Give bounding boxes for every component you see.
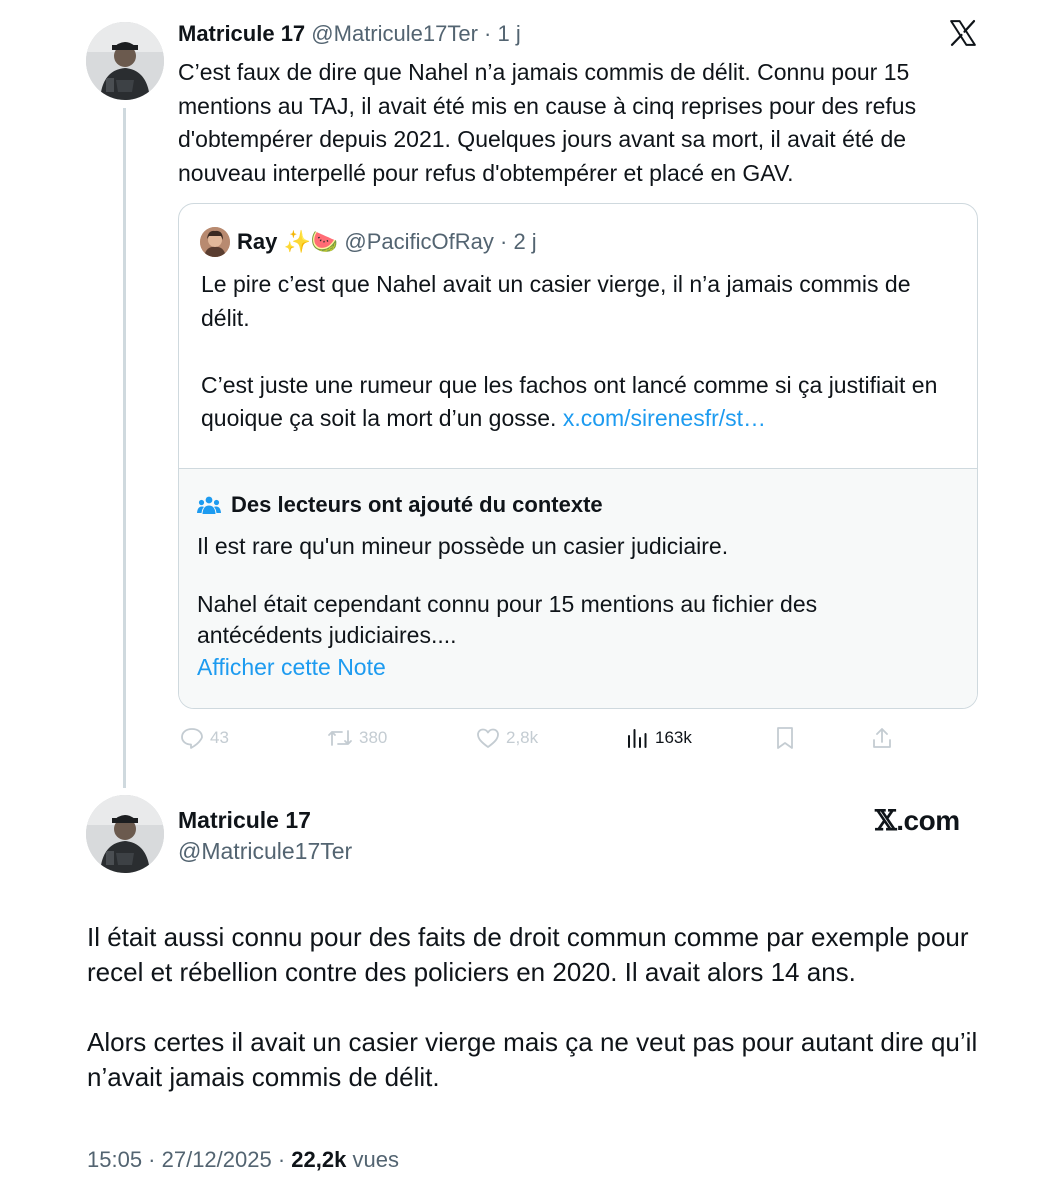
bookmark-button[interactable]	[774, 724, 802, 752]
views-button[interactable]	[625, 724, 692, 752]
views-count: 163k	[655, 728, 692, 747]
heart-icon	[476, 727, 500, 749]
community-note	[179, 468, 977, 709]
author-handle[interactable]: @Matricule17Ter	[311, 21, 478, 46]
separator-dot: ·	[271, 1147, 292, 1172]
repost-count: 380	[359, 728, 388, 747]
tweet2-views-count: 22,2k	[291, 1147, 347, 1172]
repost-button[interactable]	[327, 724, 387, 752]
reply-icon	[180, 727, 204, 749]
separator-dot: ·	[493, 229, 514, 254]
separator-dot: ·	[477, 21, 498, 46]
quote-paragraph: Le pire c’est que Nahel avait un casier vierge, il n’a jamais commis de délit.	[201, 271, 911, 331]
share-icon	[870, 726, 894, 750]
tweet1-header	[178, 20, 521, 48]
avatar[interactable]	[86, 795, 164, 873]
people-icon	[197, 495, 221, 515]
x-com-logo	[875, 805, 960, 837]
quote-paragraph-text: C’est juste une rumeur que les fachos ont lancé comme si ça justifiait en quoique ça soit la mort d’un gosse.	[201, 371, 938, 431]
repost-icon	[327, 727, 353, 749]
tweet2-author-handle[interactable]: @Matricule17Ter	[178, 838, 353, 864]
quote-paragraph	[201, 369, 961, 436]
like-button[interactable]	[476, 724, 538, 752]
quote-text	[201, 268, 961, 436]
community-note-title-text: Des lecteurs ont ajouté du contexte	[231, 492, 603, 517]
quote-header	[237, 228, 537, 256]
x-logo-icon[interactable]	[948, 18, 978, 48]
quote-time[interactable]: 2 j	[513, 229, 537, 254]
avatar[interactable]	[86, 22, 164, 100]
tweet2-views-label: vues	[352, 1147, 399, 1172]
tweet2-paragraph: Alors certes il avait un casier vierge mais ça ne veut pas pour autant dire qu’il n’avait jamais commis de délit.	[87, 1027, 978, 1092]
community-note-body	[197, 531, 937, 651]
author-name[interactable]: Matricule 17	[178, 21, 306, 46]
tweet-time[interactable]: 1 j	[497, 21, 521, 46]
tweet2-text	[87, 920, 1027, 1095]
show-note-link[interactable]: Afficher cette Note	[197, 654, 386, 680]
share-button[interactable]	[870, 724, 900, 752]
thread-line	[123, 108, 126, 788]
tweet1-text: C’est faux de dire que Nahel n’a jamais commis de délit. Connu pour 15 mentions au TAJ, il avait été mis en cause à cinq reprises pour des refus d'obtempérer depuis 2021. Quelques jours avant sa mort, il avait été de nouveau interpellé pour refus d'obtempérer et placé en GAV.	[178, 59, 917, 186]
quote-avatar[interactable]	[200, 227, 230, 257]
tweet2-timestamp[interactable]: 15:05 · 27/12/2025	[87, 1147, 272, 1172]
reply-count: 43	[210, 728, 229, 747]
community-note-title	[197, 491, 603, 519]
note-paragraph: Il est rare qu'un mineur possède un casier judiciaire.	[197, 533, 729, 559]
quote-author-emoji: ✨🍉	[283, 229, 339, 254]
bookmark-icon	[774, 726, 796, 750]
quote-author-name[interactable]: Ray	[237, 229, 278, 254]
x-brand-text: .com	[896, 805, 960, 836]
x-brand-mark: 𝕏	[875, 804, 897, 837]
note-paragraph: Nahel était cependant connu pour 15 mentions au fichier des antécédents judiciaires....	[197, 591, 818, 648]
bar-chart-icon	[625, 727, 649, 749]
quoted-tweet[interactable]	[178, 203, 978, 709]
reply-button[interactable]	[180, 724, 229, 752]
like-count: 2,8k	[506, 728, 539, 747]
tweet2-meta	[87, 1146, 399, 1174]
tweet2-author-name[interactable]: Matricule 17	[178, 807, 311, 833]
tweet2-paragraph: Il était aussi connu pour des faits de droit commun comme par exemple pour recel et rébellion contre des policiers en 2020. Il avait alors 14 ans.	[87, 922, 969, 987]
quote-author-handle[interactable]: @PacificOfRay	[344, 229, 494, 254]
quote-link[interactable]: x.com/sirenesfr/st…	[562, 405, 767, 431]
